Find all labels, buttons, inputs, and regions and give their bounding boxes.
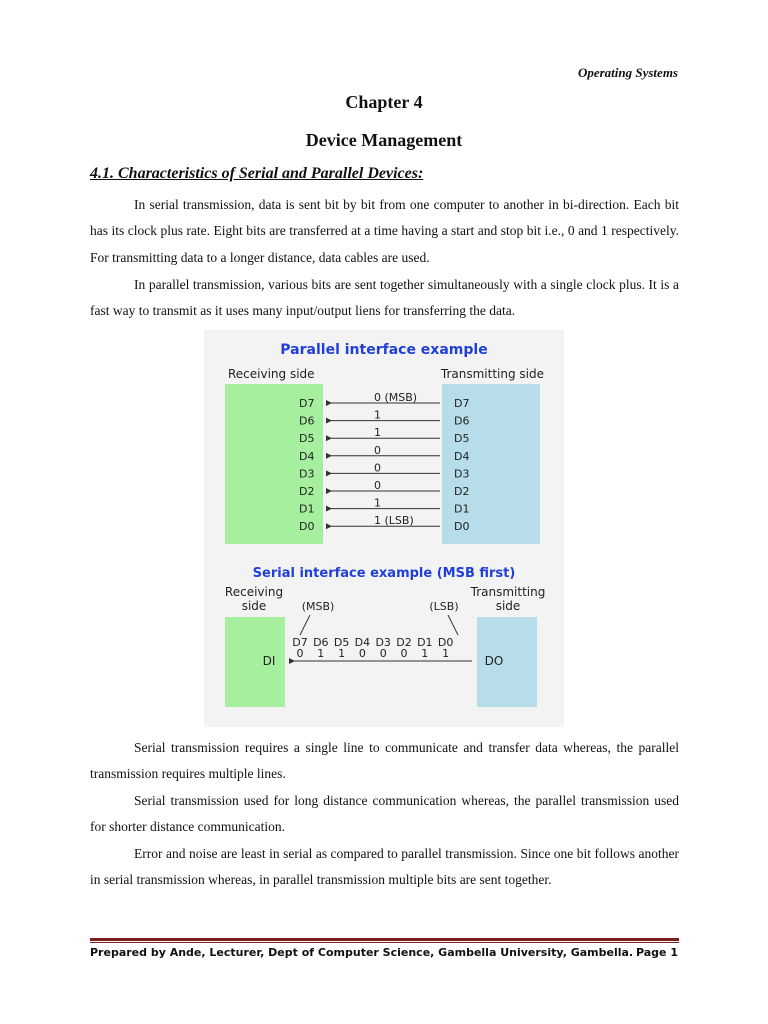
parallel-tx-pin-d7: D7 — [454, 397, 470, 410]
interface-diagram — [204, 330, 564, 727]
serial-receiving-label-line2: side — [241, 599, 267, 613]
serial-transmitting-label-line2: side — [495, 599, 521, 613]
parallel-rx-pin-d1: D1 — [299, 502, 315, 516]
serial-output-label: DO — [484, 654, 504, 668]
parallel-rx-pin-d4: D4 — [299, 449, 315, 463]
parallel-rx-pin-d6: D6 — [299, 414, 315, 428]
parallel-receiving-label: Receiving side — [228, 367, 315, 381]
footer-prepared-by: Prepared by Ande, Lecturer, Dept of Computer Science, Gambella University, Gambella. — [90, 946, 634, 959]
parallel-tx-pin-d5: D5 — [454, 432, 470, 446]
parallel-tx-pin-d6: D6 — [454, 414, 470, 428]
parallel-rx-pin-d7: D7 — [299, 397, 315, 410]
paragraph-serial-transmission: In serial transmission, data is sent bit by bit from one computer to another in bi-direction. Each bit has its clock plus rate. Eight bits are transferred at a time having a start and stop bit i.e., 0 and 1 respectively. For transmitting data to a longer distance, data cables are used. — [90, 197, 679, 265]
serial-lsb-label: (LSB) — [429, 600, 459, 613]
serial-bit-d3: 0 — [379, 647, 387, 660]
parallel-bit-d5: 1 — [374, 426, 381, 440]
serial-bit-d6: 1 — [317, 647, 325, 660]
serial-pin-d3: D3 — [375, 636, 391, 649]
serial-pin-d4: D4 — [354, 636, 371, 649]
chapter-title: Device Management — [305, 130, 463, 150]
parallel-bit-d2: 0 — [374, 479, 381, 492]
serial-bit-d7: 0 — [296, 647, 304, 660]
serial-pin-d6: D6 — [313, 636, 329, 649]
page-number: Page 1 — [635, 946, 678, 959]
serial-pin-d5: D5 — [333, 636, 350, 649]
parallel-bit-d6: 1 — [374, 408, 381, 422]
parallel-tx-pin-d3: D3 — [454, 467, 470, 481]
chapter-number: Chapter 4 — [345, 92, 423, 112]
parallel-rx-pin-d2: D2 — [299, 485, 315, 498]
paragraph-lines-comparison: Serial transmission requires a single line to communicate and transfer data whereas, the parallel transmission requires multiple lines. — [90, 740, 679, 782]
serial-bit-d0: 1 — [442, 647, 450, 660]
running-header: Operating Systems — [577, 65, 678, 80]
parallel-bit-d4: 0 — [374, 443, 381, 457]
serial-pin-d0: D0 — [437, 636, 454, 649]
parallel-title: Parallel interface example — [280, 342, 488, 358]
serial-input-label: DI — [262, 654, 276, 668]
parallel-rx-pin-d0: D0 — [299, 520, 315, 534]
parallel-bit-d3: 0 — [374, 461, 381, 475]
footer-rule — [90, 938, 679, 941]
section-heading: 4.1. Characteristics of Serial and Parallel Devices: — [90, 165, 424, 182]
serial-bit-d4: 0 — [358, 647, 366, 660]
parallel-bit-d0: 1 (LSB) — [374, 514, 414, 528]
paragraph-distance-comparison: Serial transmission used for long distance communication whereas, the parallel transmission used for shorter distance communication. — [90, 793, 679, 835]
parallel-tx-pin-d2: D2 — [454, 485, 470, 498]
parallel-bit-d7: 0 (MSB) — [374, 391, 418, 404]
parallel-bit-d1: 1 — [374, 496, 381, 510]
paragraph-noise-comparison: Error and noise are least in serial as compared to parallel transmission. Since one bit follows another in serial transmission whereas, in parallel transmission multiple bits are sent together. — [90, 846, 679, 888]
parallel-tx-pin-d4: D4 — [454, 449, 470, 463]
footer-rule-thin — [90, 942, 679, 943]
serial-receiving-label-line1: Receiving — [224, 585, 284, 599]
serial-receiver-box — [225, 617, 285, 707]
serial-pin-d7: D7 — [292, 636, 308, 649]
serial-bit-d2: 0 — [400, 647, 408, 660]
parallel-transmitting-label: Transmitting side — [440, 367, 544, 381]
serial-pin-d2: D2 — [396, 636, 412, 649]
serial-bit-d1: 1 — [421, 647, 429, 660]
serial-bit-d5: 1 — [338, 647, 346, 660]
serial-transmitting-label-line1: Transmitting — [470, 585, 546, 599]
parallel-rx-pin-d5: D5 — [299, 432, 315, 446]
paragraph-parallel-transmission: In parallel transmission, various bits are sent together simultaneously with a single clock plus. It is a fast way to transmit as it uses many input/output liens for transferring the data. — [90, 277, 679, 319]
serial-msb-label: (MSB) — [301, 600, 335, 613]
serial-title: Serial interface example (MSB first) — [252, 566, 516, 581]
parallel-tx-pin-d0: D0 — [454, 520, 470, 534]
parallel-tx-pin-d1: D1 — [454, 502, 470, 516]
serial-pin-d1: D1 — [417, 636, 433, 649]
parallel-rx-pin-d3: D3 — [299, 467, 315, 481]
